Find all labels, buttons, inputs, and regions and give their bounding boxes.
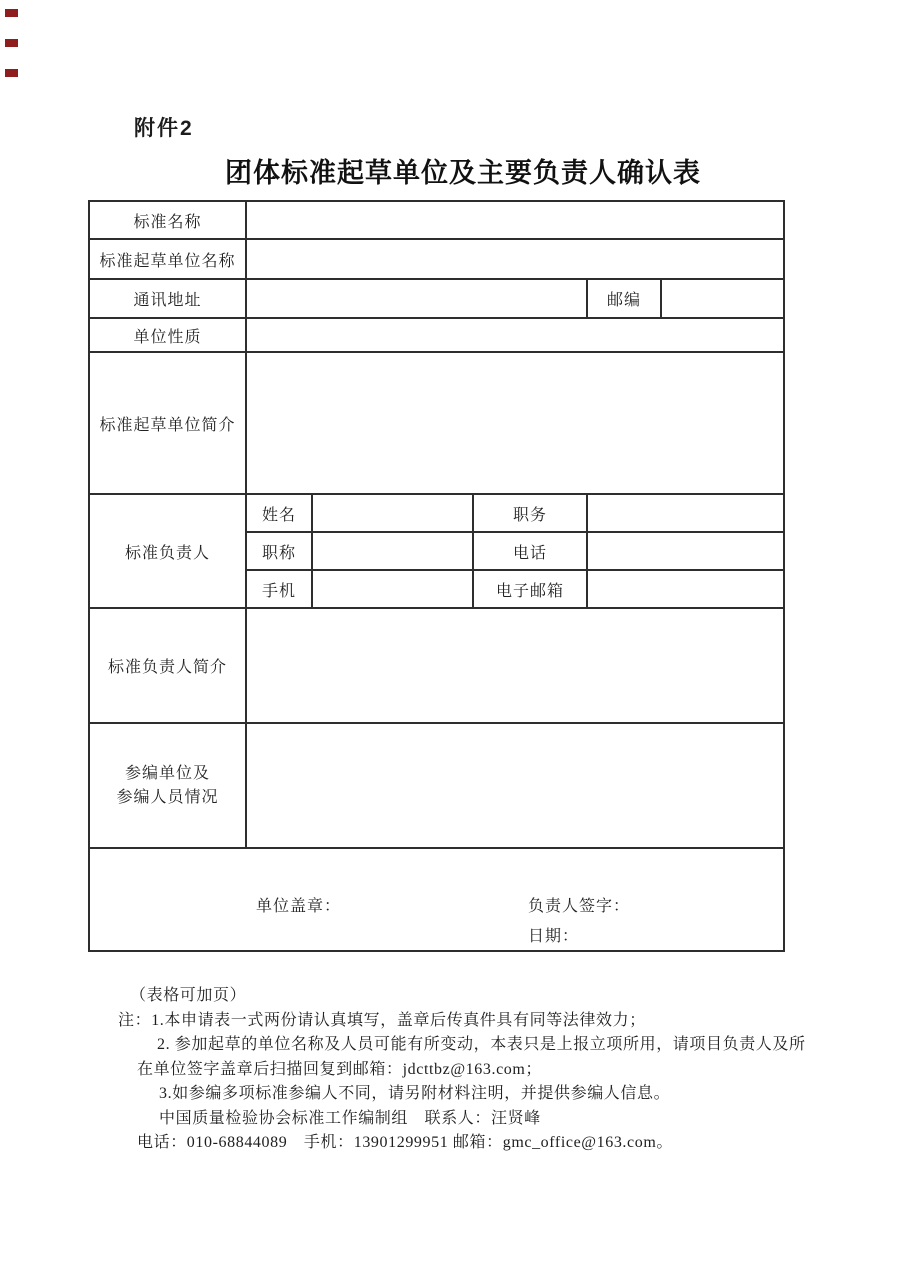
row-participants	[89, 723, 784, 848]
position-label: 职务	[473, 494, 587, 532]
prof-title-field	[312, 532, 473, 570]
page-title: 团体标准起草单位及主要负责人确认表	[225, 158, 701, 188]
email-field	[587, 570, 784, 608]
note-phone-email: 电话：010-68844089 手机：13901299951 邮箱：gmc_office@163.com。	[137, 1134, 673, 1151]
note-2-part2: 在单位签字盖章后扫描回复到邮箱：jdcttbz@163.com；	[137, 1060, 543, 1078]
phone-field	[587, 532, 784, 570]
note-organization-contact: 中国质量检验协会标准工作编制组 联系人：汪贤峰	[159, 1109, 541, 1127]
date-label: 日期：	[528, 928, 580, 945]
row-person-name-position	[89, 494, 784, 532]
participants-label-line1: 参编单位及	[124, 764, 210, 782]
scan-red-mark	[5, 9, 18, 17]
unit-intro-label: 标准起草单位简介	[89, 352, 246, 494]
unit-intro-field	[246, 352, 784, 494]
person-intro-label: 标准负责人简介	[89, 608, 246, 723]
scan-red-mark	[5, 69, 18, 77]
row-person-intro	[89, 608, 784, 723]
participants-label	[89, 723, 246, 848]
mobile-field	[312, 570, 473, 608]
row-standard-name	[89, 201, 784, 239]
postal-code-label: 邮编	[587, 279, 661, 318]
postal-code-field	[661, 279, 784, 318]
attachment-label: 附件2	[134, 117, 194, 140]
address-field	[246, 279, 587, 318]
mobile-label: 手机	[246, 570, 312, 608]
person-intro-field	[246, 608, 784, 723]
unit-nature-label: 单位性质	[89, 318, 246, 352]
row-drafting-unit-name	[89, 239, 784, 279]
signature-cell	[89, 848, 784, 951]
address-label: 通讯地址	[89, 279, 246, 318]
row-unit-nature	[89, 318, 784, 352]
row-address	[89, 279, 784, 318]
standard-name-label: 标准名称	[89, 201, 246, 239]
note-add-pages: （表格可加页）	[130, 987, 247, 1004]
note-1: 注：1.本申请表一式两份请认真填写，盖章后传真件具有同等法律效力；	[118, 1011, 646, 1029]
unit-seal-label: 单位盖章：	[256, 898, 342, 915]
email-label: 电子邮箱	[473, 570, 587, 608]
person-signature-label: 负责人签字：	[528, 898, 631, 915]
footnotes	[0, 984, 870, 1156]
scan-red-mark	[5, 39, 18, 47]
participants-label-line2: 参编人员情况	[116, 788, 219, 806]
phone-label: 电话	[473, 532, 587, 570]
participants-field	[246, 723, 784, 848]
name-label: 姓名	[246, 494, 312, 532]
note-3: 3.如参编多项标准参编人不同，请另附材料注明，并提供参编人信息。	[159, 1085, 671, 1102]
standard-name-field	[246, 201, 784, 239]
drafting-unit-name-field	[246, 239, 784, 279]
person-in-charge-label: 标准负责人	[89, 494, 246, 608]
row-signature	[89, 848, 784, 951]
drafting-unit-name-label: 标准起草单位名称	[89, 239, 246, 279]
unit-nature-field	[246, 318, 784, 352]
prof-title-label: 职称	[246, 532, 312, 570]
row-unit-intro	[89, 352, 784, 494]
position-field	[587, 494, 784, 532]
name-field	[312, 494, 473, 532]
confirmation-form-table	[88, 200, 785, 952]
note-2-part1: 2. 参加起草的单位名称及人员可能有所变动，本表只是上报立项所用，请项目负责人及所	[157, 1036, 806, 1053]
